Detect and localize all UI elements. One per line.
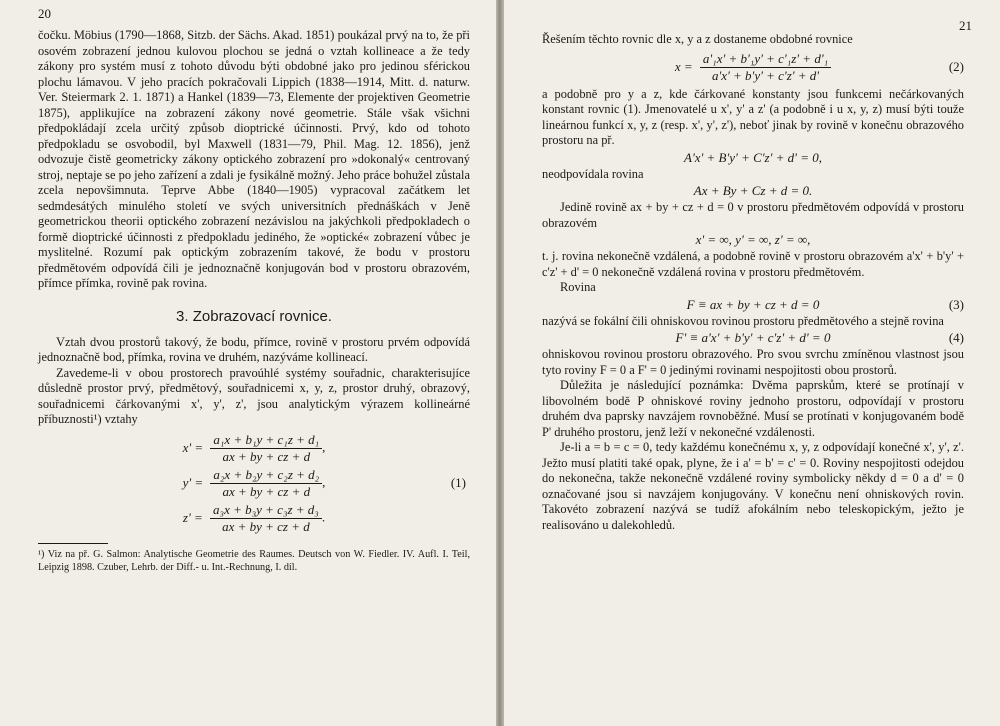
equation-number-1: (1)	[450, 475, 466, 490]
equation-number-4: (4)	[948, 330, 964, 345]
right-paragraph-2: neodpovídala rovina	[542, 166, 644, 181]
section-title: 3. Zobrazovací rovnice.	[176, 307, 332, 325]
right-page	[504, 0, 1000, 726]
right-paragraph-5: Rovina	[560, 280, 596, 294]
equation-infinity: x' = ∞, y' = ∞, z' = ∞,	[695, 232, 811, 247]
equation-number-3: (3)	[948, 296, 964, 312]
right-paragraph-6: nazývá se fokální čili ohniskovou rovinou prostoru předmětového a stejně rovina	[542, 313, 944, 328]
right-paragraph-3: Jedině rovině ax + by + cz + d = 0 v prostoru předmětovém odpovídá v prostoru obrazovém	[542, 200, 964, 230]
equation-plane-image: A'x' + B'y' + C'z' + d' = 0,	[684, 149, 822, 165]
left-paragraph-2: Vztah dvou prostorů takový, že bodu, přímce, rovině v prostoru prvém odpovídá jednoznačně bod, přímka, rovina ve druhém, nazýváme kollineací.	[38, 334, 470, 364]
left-paragraph-1: čočku. Möbius (1790—1868, Sitzb. der Sächs. Akad. 1851) poukázal prvý na to, že při osovém zobrazení jednou kulovou plochou se jedná o vztah kollineace a že tedy zákony pro systém musí z tohoto důvodu býti obdobné jako pro jedinou sférickou plochu lámavou. V jeho pracích pokračovali Lippich (1838—1914, Mitt. d. naturw. Ver. Steiermark 2. 1. 1871) a Hankel (1839—73, Elemente der projektiven Geometrie 1875), applikujíce na zobrazení zákony nové geometrie. Stále však všichni předpokládají zcela určitý způsob dioptrické účinnosti. Prvý, kdo od tohoto předpokladu se osvobodil, byl Maxwell (1831—79, Phil. Mag. 12. 1856), jenž odvozuje čistě geometricky zákony optického zobrazení pro »dokonalý« centrovaný stroj, neptaje se po jeho zařízení a zdali je fysikálně možný. Jeho práce bohužel zůstala zcela nepovšimnuta. Teprve Abbe (1840—1905) vypracoval začátkem let sedmdesátých minulého století ve svých universitních přednáškách v Jeně geometrickou theorii optického zobrazení nezávislou na jakýchkoli předpokladech o formě dioptrické účinnosti z předpokladu jediného, že »optické« zobrazení vůbec je myslitelné. Rozumí pak optickým zobrazením takové, že bodu v prostoru předmětovém odpovídá čili je jednoznačně konjugován bod v prostoru obrazovém, přímce přímka, rovině pak rovina.	[38, 28, 470, 290]
equation-number-2: (2)	[948, 59, 964, 74]
equation-2: x = $\frac{\text{a'₁x' + b'₁y' + c'₁z' + d'₁}}{a'x' + b'y' + c'z' + d'}$ (2)	[674, 50, 964, 83]
right-intro: Řešením těchto rovnic dle x, y a z dostaneme obdobné rovnice	[542, 32, 853, 46]
equation-row: x' = $\frac{\text{a₁x + b₁y + c₁z + d₁}}{ax + by + cz + d}$ ,	[182, 431, 326, 464]
equation-4: F' ≡ a'x' + b'y' + c'z' + d' = 0 (4)	[675, 330, 964, 345]
right-paragraph-8: Důležita je následující poznámka: Dvěma paprskům, které se protínají v libovolném bodě P ohniskové roviny jednoho prostoru, odpovídají v prostoru druhém dva paprsky navzájem rovnoběžné. Musí se protínati v konjugovaném bodě P' druhého prostoru, jenž leží v nekonečné vzdálenosti.	[542, 378, 964, 439]
right-paragraph-9: Je-li a = b = c = 0, tedy každému konečnému x, y, z odpovídají konečné x', y', z'. Ježto musí platiti také opak, plyne, že i a' = b' = c' = 0. Roviny nespojitosti odejdou do nekonečna, takže nekonečně vzdálené roviny symbolicky někdy d = 0 a d' = 0 označované jsou si navzájem konjugovány. V konečnu není ohniskových rovin. Takovéto zobrazení nazývá se tudíž afokálním nebo teleskopickým, ježto je realisováno u dalekohledů.	[542, 440, 964, 532]
left-paragraph-3: Zavedeme-li v obou prostorech pravoúhlé systémy souřadnic, charakterisujíce důsledně prostor prvý, předmětový, souřadnicemi x, y, z, prostor druhý, obrazový, souřadnicemi čárkovanými x', y', z', jsou analytickým výrazem kollineárné příbuznosti¹) vztahy	[38, 365, 470, 426]
equation-3: F ≡ ax + by + cz + d = 0 (3)	[686, 296, 964, 312]
equation-system-1	[38, 432, 470, 535]
page-number-left: 20	[38, 6, 51, 21]
right-paragraph-7: ohniskovou rovinou prostoru obrazového. Pro svou svrchu zmíněnou vlastnost jsou tyto roviny F = 0 a F' = 0 jedinými rovinami nespojitosti obou prostorů.	[542, 347, 964, 377]
equation-plane-object: Ax + By + Cz + d = 0.	[693, 183, 813, 198]
footnote-rule	[38, 543, 108, 544]
left-page	[0, 0, 496, 726]
page-number-right: 21	[959, 18, 972, 33]
right-paragraph-4: t. j. rovina nekonečně vzdálená, a podobně rovině v prostoru obrazovém a'x' + b'y' + c'z' + d' = 0 nekonečně vzdálená rovina v prostoru předmětovém.	[542, 249, 964, 279]
equation-row: z' = $\frac{\text{a₃x + b₃y + c₃z + d₃}}{ax + by + cz + d}$ .	[182, 501, 326, 534]
book-gutter	[496, 0, 504, 726]
equation-row: y' = $\frac{\text{a₂x + b₂y + c₂z + d₂}}{ax + by + cz + d}$ ,	[182, 466, 326, 499]
footnote: ¹) Viz na př. G. Salmon: Analytische Geometrie des Raumes. Deutsch von W. Fiedler. IV. Aufl. I. Teil, Leipzig 1898. Czuber, Lehrb. der Diff.- u. Int.-Rechnung, I. díl.	[38, 548, 470, 573]
right-paragraph-1: a podobně pro y a z, kde čárkované konstanty jsou funkcemi nečárkovaných konstant rovnic (1). Jmenovatelé u x', y' a z' (a podobně i u x, y, z) musí býti touže lineárnou funkcí x, y, z (resp. x', y', z'), neboť jinak by rovině v konečnu obrazového prostoru na př.	[542, 86, 964, 147]
